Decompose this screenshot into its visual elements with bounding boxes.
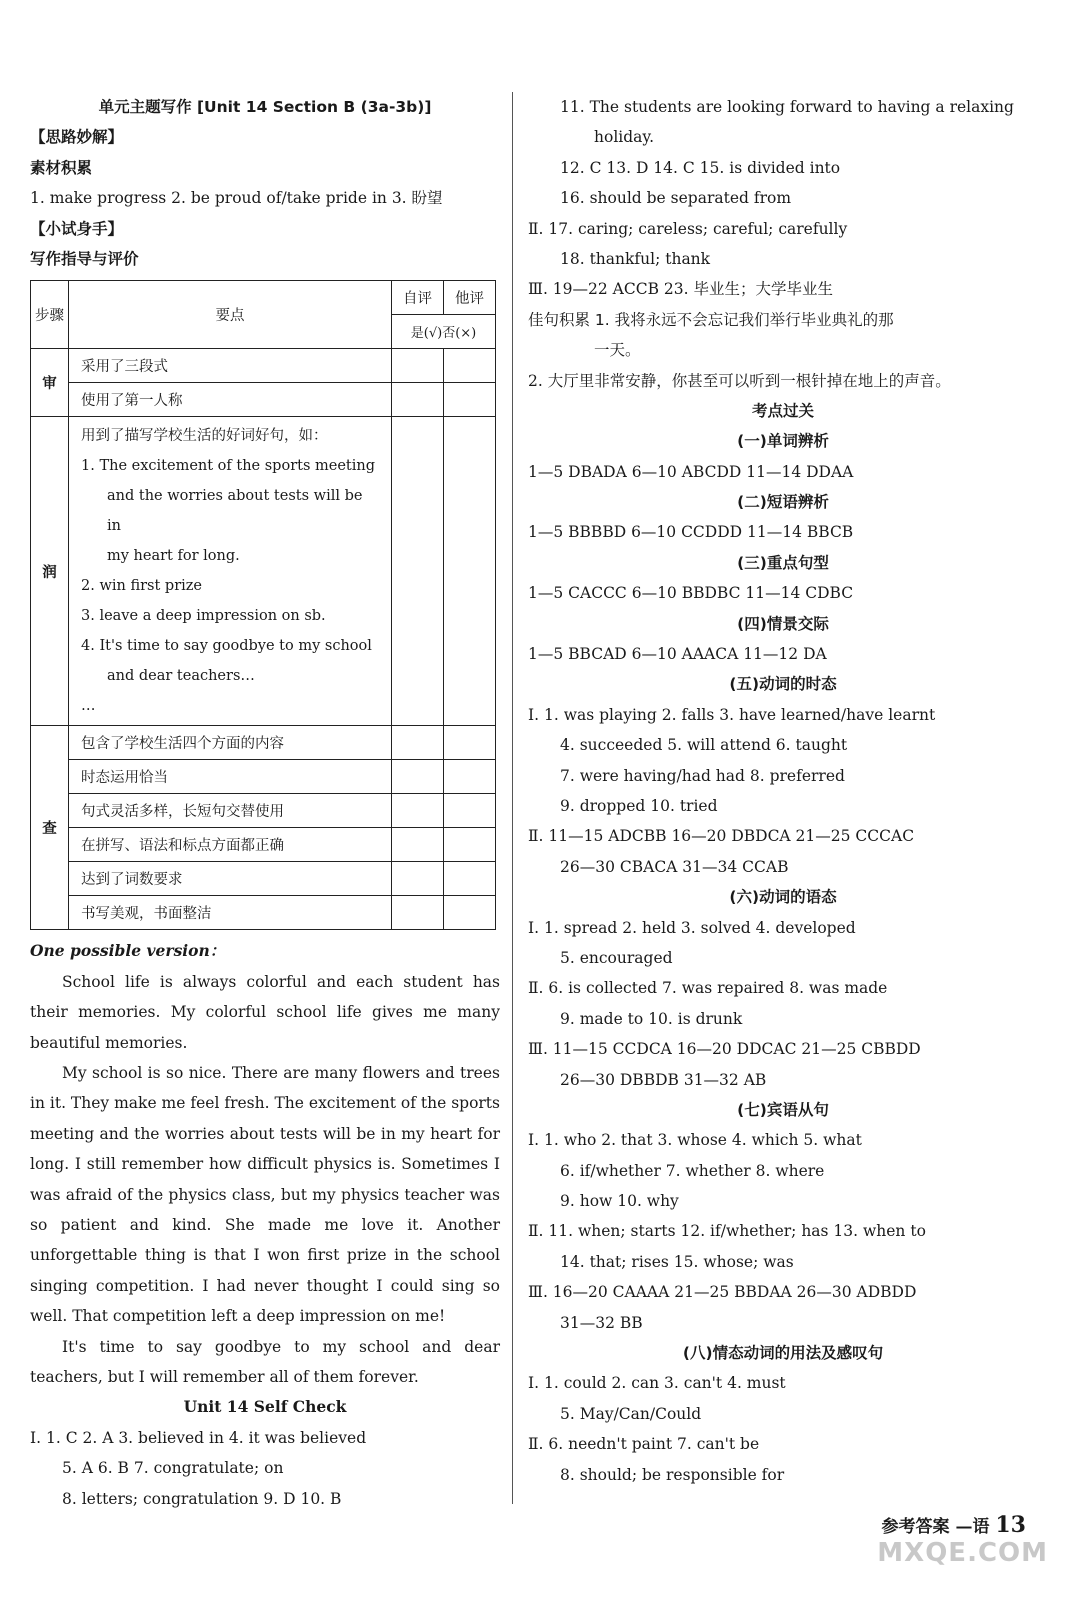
section-title: (八)情态动词的用法及感叹句 <box>682 1344 884 1363</box>
answer-line: Ⅱ. 17. caring; careless; careful; carefully <box>528 219 848 238</box>
cha-item: 时态运用恰当 <box>69 760 392 794</box>
writing-guide-table <box>30 280 496 930</box>
eval-cell <box>392 383 444 417</box>
col-self: 自评 <box>392 281 444 315</box>
run-item: 2. win first prize <box>81 578 202 595</box>
self-check-title: Unit 14 Self Check <box>183 1397 347 1417</box>
step-cha: 查 <box>31 726 69 930</box>
answer-line: 9. made to 10. is drunk <box>560 1009 743 1028</box>
answer-line: 1—5 CACCC 6—10 BBDBC 11—14 CDBC <box>528 584 854 603</box>
answer-line: 佳句积累 1. 我将永远不会忘记我们举行毕业典礼的那 <box>528 310 894 329</box>
eval-cell <box>444 417 496 726</box>
col-step: 步骤 <box>31 281 69 349</box>
run-item: … <box>81 698 96 715</box>
answer-line: Ⅲ. 11—15 CCDCA 16—20 DDCAC 21—25 CBBDD <box>528 1040 921 1059</box>
eval-cell <box>392 794 444 828</box>
section-title: (七)宾语从句 <box>737 1100 829 1119</box>
answer-line: Ⅱ. 6. needn't paint 7. can't be <box>528 1435 760 1454</box>
sucai-line: 1. make progress 2. be proud of/take pride in 3. 盼望 <box>30 189 443 208</box>
kaodian-title: 考点过关 <box>751 401 814 420</box>
self-check-line: 5. A 6. B 7. congratulate; on <box>62 1459 284 1478</box>
eval-cell <box>444 828 496 862</box>
answer-line: 4. succeeded 5. will attend 6. taught <box>560 736 848 755</box>
answer-line: 1—5 DBADA 6—10 ABCDD 11—14 DDAA <box>528 462 854 481</box>
eval-cell <box>444 349 496 383</box>
answer-line: 11. The students are looking forward to having a relaxing <box>560 98 1014 116</box>
answer-line: 2. 大厅里非常安静，你甚至可以听到一根针掉在地上的声音。 <box>528 371 951 390</box>
run-item: 4. It's time to say goodbye to my school <box>81 638 372 655</box>
eval-cell <box>444 383 496 417</box>
answer-line: 31—32 BB <box>560 1313 643 1332</box>
answer-line: 9. dropped 10. tried <box>560 796 718 815</box>
eval-cell <box>392 726 444 760</box>
eval-cell <box>392 828 444 862</box>
step-run: 润 <box>31 417 69 726</box>
answer-line: 16. should be separated from <box>560 189 792 208</box>
footer-sub: —语 <box>955 1517 990 1537</box>
eval-cell <box>444 760 496 794</box>
essay-paragraph: School life is always colorful and each student has their memories. My colorful school life gives me many beautiful memories. <box>30 972 500 1052</box>
run-item: 3. leave a deep impression on sb. <box>81 608 326 625</box>
essay-paragraph: It's time to say goodbye to my school and dear teachers, but I will remember all of them forever. <box>30 1337 500 1387</box>
shen-item: 采用了三段式 <box>69 349 392 383</box>
left-column <box>30 92 500 1514</box>
watermark: MXQE.COM <box>877 1538 1048 1568</box>
col-yesno: 是(√)否(×) <box>392 315 496 349</box>
section-title: (三)重点句型 <box>737 553 829 572</box>
answer-line: 5. May/Can/Could <box>560 1404 702 1423</box>
answer-line: holiday. <box>594 128 655 147</box>
answer-line: 6. if/whether 7. whether 8. where <box>560 1161 825 1180</box>
answer-line: Ⅱ. 11—15 ADCBB 16—20 DBDCA 21—25 CCCAC <box>528 827 915 846</box>
eval-cell <box>392 760 444 794</box>
run-item: 1. The excitement of the sports meeting <box>81 458 375 475</box>
eval-cell <box>444 896 496 930</box>
col-point: 要点 <box>69 281 392 349</box>
answer-line: 1—5 BBCAD 6—10 AAACA 11—12 DA <box>528 645 827 664</box>
answer-line: 1—5 BBBBD 6—10 CCDDD 11—14 BBCB <box>528 523 854 542</box>
section-title: (二)短语辨析 <box>737 493 829 512</box>
page-footer <box>882 1512 1026 1538</box>
run-intro: 用到了描写学校生活的好词好句，如： <box>81 428 328 445</box>
cha-item: 包含了学校生活四个方面的内容 <box>69 726 392 760</box>
answer-line: Ⅱ. 6. is collected 7. was repaired 8. was made <box>528 979 888 998</box>
right-column <box>528 92 1038 1490</box>
column-divider <box>512 92 513 1504</box>
section-title: (四)情景交际 <box>737 614 829 633</box>
eval-cell <box>444 862 496 896</box>
answer-line: Ⅰ. 1. could 2. can 3. can't 4. must <box>528 1374 786 1393</box>
page-number: 13 <box>995 1512 1026 1538</box>
shen-item: 使用了第一人称 <box>69 383 392 417</box>
cha-item: 达到了词数要求 <box>69 862 392 896</box>
section-title: (六)动词的语态 <box>729 888 837 907</box>
footer-label: 参考答案 <box>881 1517 950 1537</box>
answer-line: 一天。 <box>594 341 641 360</box>
answer-line: 14. that; rises 15. whose; was <box>560 1252 794 1271</box>
self-check-line: 8. letters; congratulation 9. D 10. B <box>62 1489 342 1508</box>
run-content <box>69 417 392 726</box>
answer-line: Ⅰ. 1. spread 2. held 3. solved 4. developed <box>528 918 856 937</box>
cha-item: 句式灵活多样，长短句交替使用 <box>69 794 392 828</box>
run-item: and the worries about tests will be in <box>107 488 363 535</box>
eval-cell <box>444 726 496 760</box>
version-label: One possible version： <box>30 941 226 961</box>
heading-silu: 【思路妙解】 <box>30 128 124 147</box>
col-other: 他评 <box>444 281 496 315</box>
heading-sucai: 素材积累 <box>30 158 93 177</box>
answer-line: 5. encouraged <box>560 948 673 967</box>
cha-item: 书写美观，书面整洁 <box>69 896 392 930</box>
answer-line: 26—30 CBACA 31—34 CCAB <box>560 857 789 876</box>
heading-xiaoshi: 【小试身手】 <box>30 219 124 238</box>
answer-line: 8. should; be responsible for <box>560 1465 785 1484</box>
answer-line: Ⅲ. 19—22 ACCB 23. 毕业生；大学毕业生 <box>528 280 833 299</box>
eval-cell <box>392 862 444 896</box>
section-title: 单元主题写作 [Unit 14 Section B (3a-3b)] <box>98 98 432 116</box>
answer-line: 12. C 13. D 14. C 15. is divided into <box>560 158 841 177</box>
essay <box>30 967 500 1393</box>
self-check-line: Ⅰ. 1. C 2. A 3. believed in 4. it was believed <box>30 1428 367 1447</box>
answer-line: 26—30 DBBDB 31—32 AB <box>560 1070 767 1089</box>
cha-item: 在拼写、语法和标点方面都正确 <box>69 828 392 862</box>
heading-xiezuo: 写作指导与评价 <box>30 249 139 268</box>
answer-line: 9. how 10. why <box>560 1192 679 1211</box>
step-shen: 审 <box>31 349 69 417</box>
eval-cell <box>444 794 496 828</box>
essay-paragraph: My school is so nice. There are many flowers and trees in it. They make me feel fresh. The excitement of the sports meeting and the worries about tests will be in my heart for long. I still remember how difficult physics is. Sometimes I was afraid of the physics class, but my physics teacher was so patient and kind. She made me love it. Another unforgettable thing is that I won first prize in the school singing competition. I had never thought I could sing so well. That competition left a deep impression on me! <box>30 1063 500 1326</box>
section-title: (一)单词辨析 <box>737 432 829 451</box>
answer-line: Ⅱ. 11. when; starts 12. if/whether; has 13. when to <box>528 1222 926 1241</box>
eval-cell <box>392 896 444 930</box>
answer-line: Ⅲ. 16—20 CAAAA 21—25 BBDAA 26—30 ADBDD <box>528 1283 917 1302</box>
answer-line: Ⅰ. 1. was playing 2. falls 3. have learned/have learnt <box>528 705 936 724</box>
answer-line: 7. were having/had had 8. preferred <box>560 766 845 785</box>
answer-line: 18. thankful; thank <box>560 249 711 268</box>
run-item: my heart for long. <box>107 548 240 565</box>
eval-cell <box>392 417 444 726</box>
section-title: (五)动词的时态 <box>729 675 837 694</box>
run-item: and dear teachers… <box>107 668 255 685</box>
eval-cell <box>392 349 444 383</box>
answer-line: Ⅰ. 1. who 2. that 3. whose 4. which 5. what <box>528 1131 862 1150</box>
